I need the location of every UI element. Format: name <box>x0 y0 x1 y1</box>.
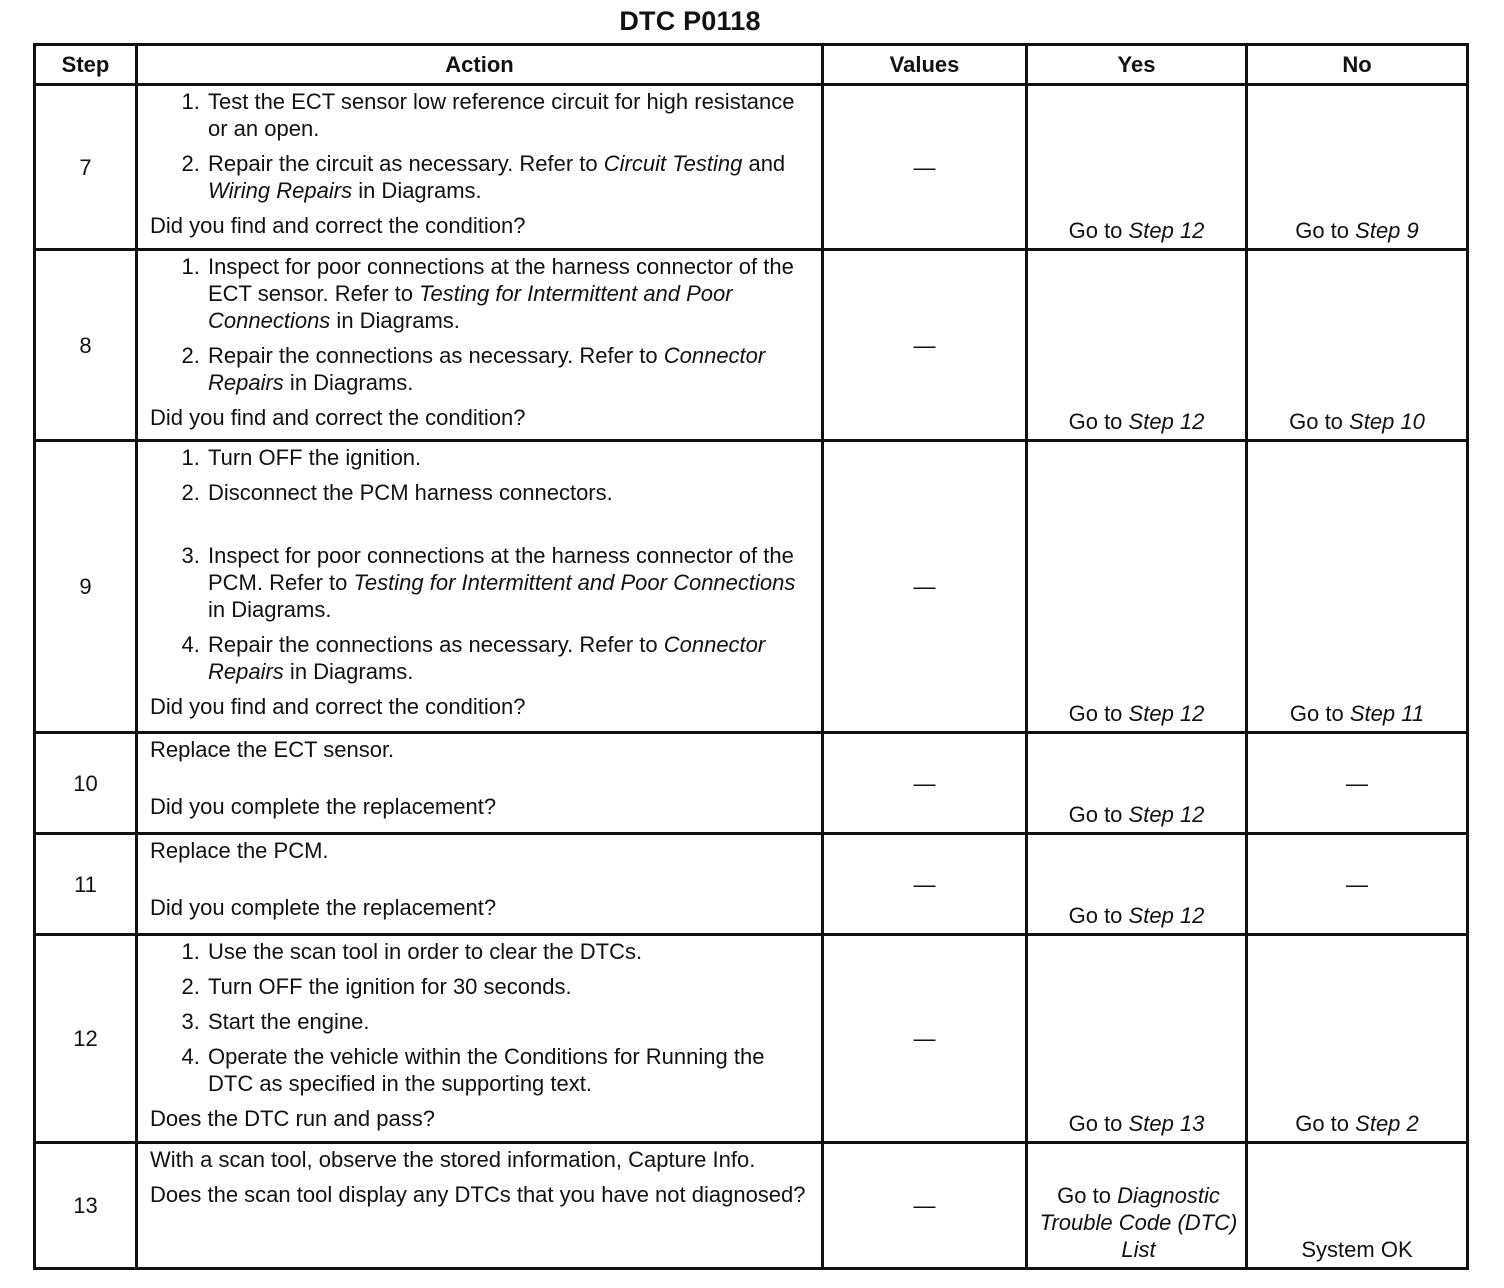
header-step: Step <box>35 45 137 85</box>
action-text: Replace the PCM. <box>150 838 329 863</box>
action-list <box>150 938 813 1097</box>
list-item: 2. Repair the circuit as necessary. Refer to Circuit Testing and Wiring Repairs in Diagrams. <box>206 150 813 204</box>
list-item: 2. Disconnect the PCM harness connectors. <box>206 479 813 506</box>
yes-cell: Go to Step 13 <box>1027 935 1247 1143</box>
yes-cell: Go to Step 12 <box>1027 441 1247 733</box>
no-cell: Go to Step 2 <box>1247 935 1468 1143</box>
header-values: Values <box>823 45 1027 85</box>
action-question: Did you find and correct the condition? <box>150 694 526 719</box>
table-row <box>35 250 1468 441</box>
value-cell: — <box>823 733 1027 834</box>
list-item: 1. Use the scan tool in order to clear the DTCs. <box>206 938 813 965</box>
value-cell: — <box>823 1143 1027 1269</box>
step-number: 11 <box>35 834 137 935</box>
list-item: 3. Inspect for poor connections at the harness connector of the PCM. Refer to Testing for Intermittent and Poor Connections in Diagrams. <box>206 542 813 623</box>
no-cell: — <box>1247 733 1468 834</box>
step-number: 12 <box>35 935 137 1143</box>
table-row <box>35 1143 1468 1269</box>
action-question: Did you complete the replacement? <box>150 794 497 819</box>
header-action: Action <box>137 45 823 85</box>
diagnostic-table <box>33 43 1469 1270</box>
table-row <box>35 834 1468 935</box>
value-cell: — <box>823 250 1027 441</box>
step-number: 8 <box>35 250 137 441</box>
action-cell <box>137 85 823 250</box>
yes-cell: Go to Diagnostic Trouble Code (DTC) List <box>1027 1143 1247 1269</box>
yes-cell: Go to Step 12 <box>1027 85 1247 250</box>
list-item: 1. Test the ECT sensor low reference circuit for high resistance or an open. <box>206 88 813 142</box>
value-cell: — <box>823 441 1027 733</box>
list-item: 4. Repair the connections as necessary. Refer to Connector Repairs in Diagrams. <box>206 631 813 685</box>
action-cell <box>137 250 823 441</box>
action-list <box>150 444 813 685</box>
yes-cell: Go to Step 12 <box>1027 834 1247 935</box>
step-number: 10 <box>35 733 137 834</box>
list-item: 2. Repair the connections as necessary. Refer to Connector Repairs in Diagrams. <box>206 342 813 396</box>
list-item: 3. Start the engine. <box>206 1008 813 1035</box>
table-row <box>35 733 1468 834</box>
list-item: 2. Turn OFF the ignition for 30 seconds. <box>206 973 813 1000</box>
step-number: 13 <box>35 1143 137 1269</box>
no-cell: Go to Step 9 <box>1247 85 1468 250</box>
page-title: DTC P0118 <box>619 6 761 36</box>
action-cell <box>137 834 823 935</box>
step-number: 9 <box>35 441 137 733</box>
yes-cell: Go to Step 12 <box>1027 250 1247 441</box>
value-cell: — <box>823 834 1027 935</box>
header-yes: Yes <box>1027 45 1247 85</box>
table-row <box>35 441 1468 733</box>
no-cell: — <box>1247 834 1468 935</box>
action-text: Replace the ECT sensor. <box>150 737 395 762</box>
list-item: 4. Operate the vehicle within the Conditions for Running the DTC as specified in the supporting text. <box>206 1043 813 1097</box>
yes-cell: Go to Step 12 <box>1027 733 1247 834</box>
list-item: 1. Inspect for poor connections at the harness connector of the ECT sensor. Refer to Testing for Intermittent and Poor Connections in Diagrams. <box>206 253 813 334</box>
table-row <box>35 85 1468 250</box>
action-list <box>150 253 813 396</box>
step-number: 7 <box>35 85 137 250</box>
value-cell: — <box>823 85 1027 250</box>
header-no: No <box>1247 45 1468 85</box>
no-cell: Go to Step 10 <box>1247 250 1468 441</box>
list-item: 1. Turn OFF the ignition. <box>206 444 813 471</box>
value-cell: — <box>823 935 1027 1143</box>
action-question: Did you find and correct the condition? <box>150 405 526 430</box>
action-list <box>150 88 813 204</box>
no-cell: System OK <box>1247 1143 1468 1269</box>
action-question: Does the DTC run and pass? <box>150 1106 435 1131</box>
header-row <box>35 45 1468 85</box>
action-question: Does the scan tool display any DTCs that you have not diagnosed? <box>150 1182 806 1207</box>
no-cell: Go to Step 11 <box>1247 441 1468 733</box>
action-cell <box>137 935 823 1143</box>
action-cell <box>137 441 823 733</box>
action-question: Did you find and correct the condition? <box>150 213 526 238</box>
action-cell <box>137 733 823 834</box>
action-question: Did you complete the replacement? <box>150 895 497 920</box>
action-cell <box>137 1143 823 1269</box>
table-row <box>35 935 1468 1143</box>
action-text: With a scan tool, observe the stored information, Capture Info. <box>150 1147 756 1172</box>
